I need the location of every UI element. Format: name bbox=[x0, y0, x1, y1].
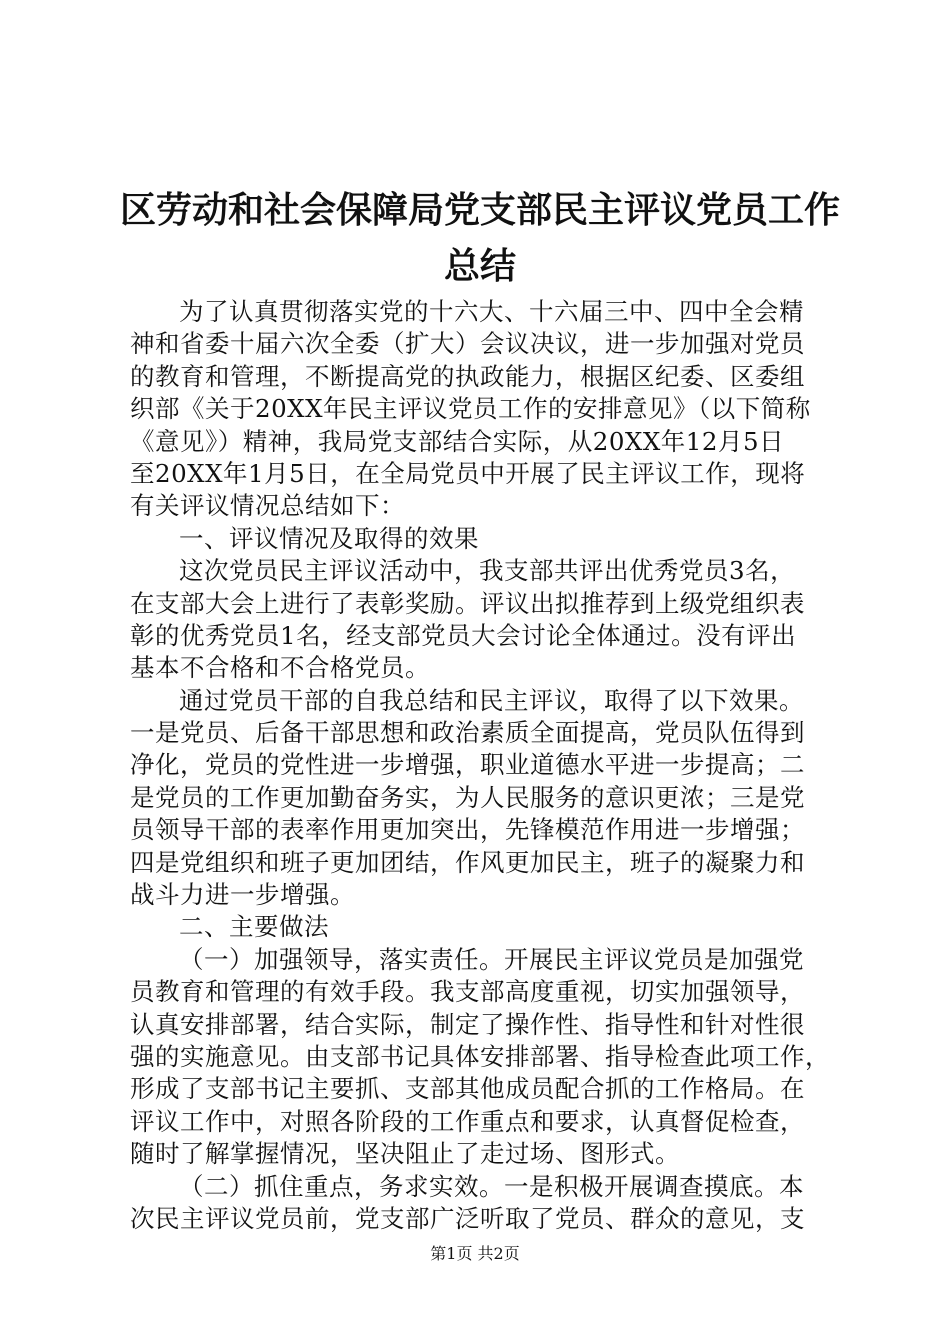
section-heading: 一、评议情况及取得的效果 bbox=[179, 523, 479, 553]
paragraph-line: 神和省委十届六次全委（扩大）会议决议，进一步加强对党员 bbox=[130, 329, 805, 359]
paragraph-line: 《意见》）精神，我局党支部结合实际，从20XX年12月5日 bbox=[130, 426, 785, 456]
document-body bbox=[130, 296, 835, 1235]
paragraph-line: 认真安排部署，结合实际，制定了操作性、指导性和针对性很 bbox=[130, 1009, 805, 1039]
paragraph-line: （二）抓住重点，务求实效。一是积极开展调查摸底。本 bbox=[179, 1171, 804, 1201]
paragraph-line: 通过党员干部的自我总结和民主评议，取得了以下效果。 bbox=[179, 685, 804, 715]
paragraph-line: 基本不合格和不合格党员。 bbox=[130, 653, 430, 683]
paragraph-line: 员领导干部的表率作用更加突出，先锋模范作用进一步增强； bbox=[130, 815, 805, 845]
paragraph-line: 形成了支部书记主要抓、支部其他成员配合抓的工作格局。在 bbox=[130, 1074, 805, 1104]
paragraph-line: 一是党员、后备干部思想和政治素质全面提高，党员队伍得到 bbox=[130, 718, 805, 748]
section-heading: 二、主要做法 bbox=[179, 912, 329, 942]
paragraph-line: 随时了解掌握情况，坚决阻止了走过场、图形式。 bbox=[130, 1139, 680, 1169]
paragraph-line: 至20XX年1月5日，在全局党员中开展了民主评议工作，现将 bbox=[130, 458, 806, 488]
page-number-footer: 第1页 共2页 bbox=[430, 1244, 520, 1263]
paragraph-line: 四是党组织和班子更加团结，作风更加民主，班子的凝聚力和 bbox=[130, 847, 805, 877]
paragraph-line: 次民主评议党员前，党支部广泛听取了党员、群众的意见，支 bbox=[130, 1203, 805, 1233]
paragraph-line: 有关评议情况总结如下： bbox=[130, 491, 405, 521]
paragraph-line: 彰的优秀党员1名，经支部党员大会讨论全体通过。没有评出 bbox=[130, 620, 797, 650]
paragraph-line: 净化，党员的党性进一步增强，职业道德水平进一步提高；二 bbox=[130, 750, 805, 780]
paragraph-line: 在支部大会上进行了表彰奖励。评议出拟推荐到上级党组织表 bbox=[130, 588, 805, 618]
paragraph-line: 这次党员民主评议活动中，我支部共评出优秀党员3名， bbox=[179, 556, 796, 586]
paragraph-line: 员教育和管理的有效手段。我支部高度重视，切实加强领导， bbox=[130, 977, 805, 1007]
paragraph-line: 战斗力进一步增强。 bbox=[130, 880, 355, 910]
document-title-line-2: 总结 bbox=[443, 246, 516, 287]
paragraph-line: （一）加强领导，落实责任。开展民主评议党员是加强党 bbox=[179, 944, 804, 974]
paragraph-line: 织部《关于20XX年民主评议党员工作的安排意见》（以下简称 bbox=[130, 394, 811, 424]
paragraph-line: 强的实施意见。由支部书记具体安排部署、指导检查此项工作， bbox=[130, 1041, 830, 1071]
paragraph-line: 的教育和管理，不断提高党的执政能力，根据区纪委、区委组 bbox=[130, 361, 805, 391]
document-title-line-1: 区劳动和社会保障局党支部民主评议党员工作 bbox=[120, 190, 841, 231]
paragraph-line: 为了认真贯彻落实党的十六大、十六届三中、四中全会精 bbox=[179, 297, 804, 326]
paragraph-line: 是党员的工作更加勤奋务实，为人民服务的意识更浓；三是党 bbox=[130, 782, 805, 812]
paragraph-line: 评议工作中，对照各阶段的工作重点和要求，认真督促检查， bbox=[130, 1106, 805, 1136]
